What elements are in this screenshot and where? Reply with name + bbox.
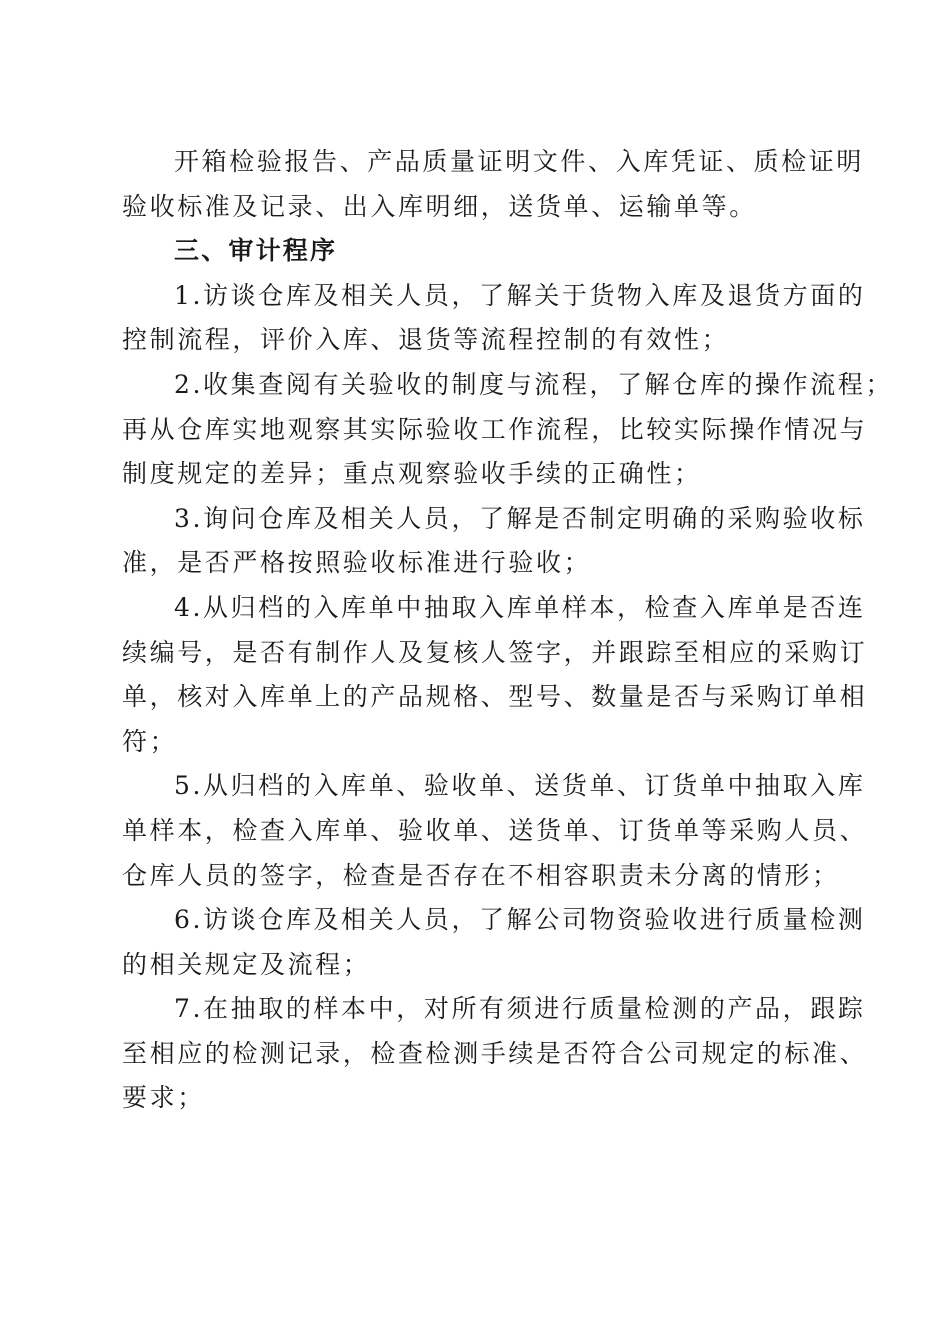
document-body bbox=[122, 140, 894, 1121]
procedure-item-3 bbox=[122, 497, 866, 586]
procedure-item-7 bbox=[122, 987, 868, 1121]
paragraph-line: 单样本，检查入库单、验收单、送货单、订货单等采购人员、 bbox=[122, 815, 868, 845]
paragraph-line: 续编号，是否有制作人及复核人签字，并跟踪至相应的采购订 bbox=[122, 637, 868, 667]
paragraph-line: 再从仓库实地观察其实际验收工作流程，比较实际操作情况与 bbox=[122, 414, 868, 444]
paragraph-line: 6.访谈仓库及相关人员，了解公司物资验收进行质量检测 bbox=[174, 905, 866, 935]
procedure-item-6 bbox=[122, 898, 866, 987]
paragraph-line: 准，是否严格按照验收标准进行验收； bbox=[122, 548, 592, 578]
procedure-item-4 bbox=[122, 586, 868, 764]
paragraph-line: 控制流程，评价入库、退货等流程控制的有效性； bbox=[122, 325, 730, 355]
paragraph-line: 7.在抽取的样本中，对所有须进行质量检测的产品，跟踪 bbox=[174, 994, 866, 1024]
procedure-item-5 bbox=[122, 764, 868, 898]
paragraph-line: 要求； bbox=[122, 1083, 205, 1113]
paragraph-line: 验收标准及记录、出入库明细，送货单、运输单等。 bbox=[122, 191, 757, 221]
paragraph-line: 的相关规定及流程； bbox=[122, 949, 371, 979]
paragraph-line: 4.从归档的入库单中抽取入库单样本，检查入库单是否连 bbox=[174, 592, 866, 622]
procedure-item-2 bbox=[122, 363, 894, 497]
paragraph-line: 1.访谈仓库及相关人员，了解关于货物入库及退货方面的 bbox=[174, 280, 866, 310]
procedure-item-1 bbox=[122, 274, 866, 363]
paragraph-line: 2.收集查阅有关验收的制度与流程，了解仓库的操作流程； bbox=[174, 369, 894, 399]
intro-paragraph bbox=[122, 140, 865, 229]
paragraph-line: 3.询问仓库及相关人员，了解是否制定明确的采购验收标 bbox=[174, 503, 866, 533]
paragraph-line: 至相应的检测记录，检查检测手续是否符合公司规定的标准、 bbox=[122, 1038, 868, 1068]
paragraph-line: 单，核对入库单上的产品规格、型号、数量是否与采购订单相 bbox=[122, 682, 868, 712]
paragraph-line: 仓库人员的签字，检查是否存在不相容职责未分离的情形； bbox=[122, 860, 840, 890]
paragraph-line: 符； bbox=[122, 726, 178, 756]
paragraph-line: 5.从归档的入库单、验收单、送货单、订货单中抽取入库 bbox=[174, 771, 866, 801]
paragraph-line: 制度规定的差异；重点观察验收手续的正确性； bbox=[122, 459, 702, 489]
paragraph-line: 开箱检验报告、产品质量证明文件、入库凭证、质检证明 bbox=[174, 147, 865, 176]
section-heading: 三、审计程序 bbox=[174, 236, 338, 266]
